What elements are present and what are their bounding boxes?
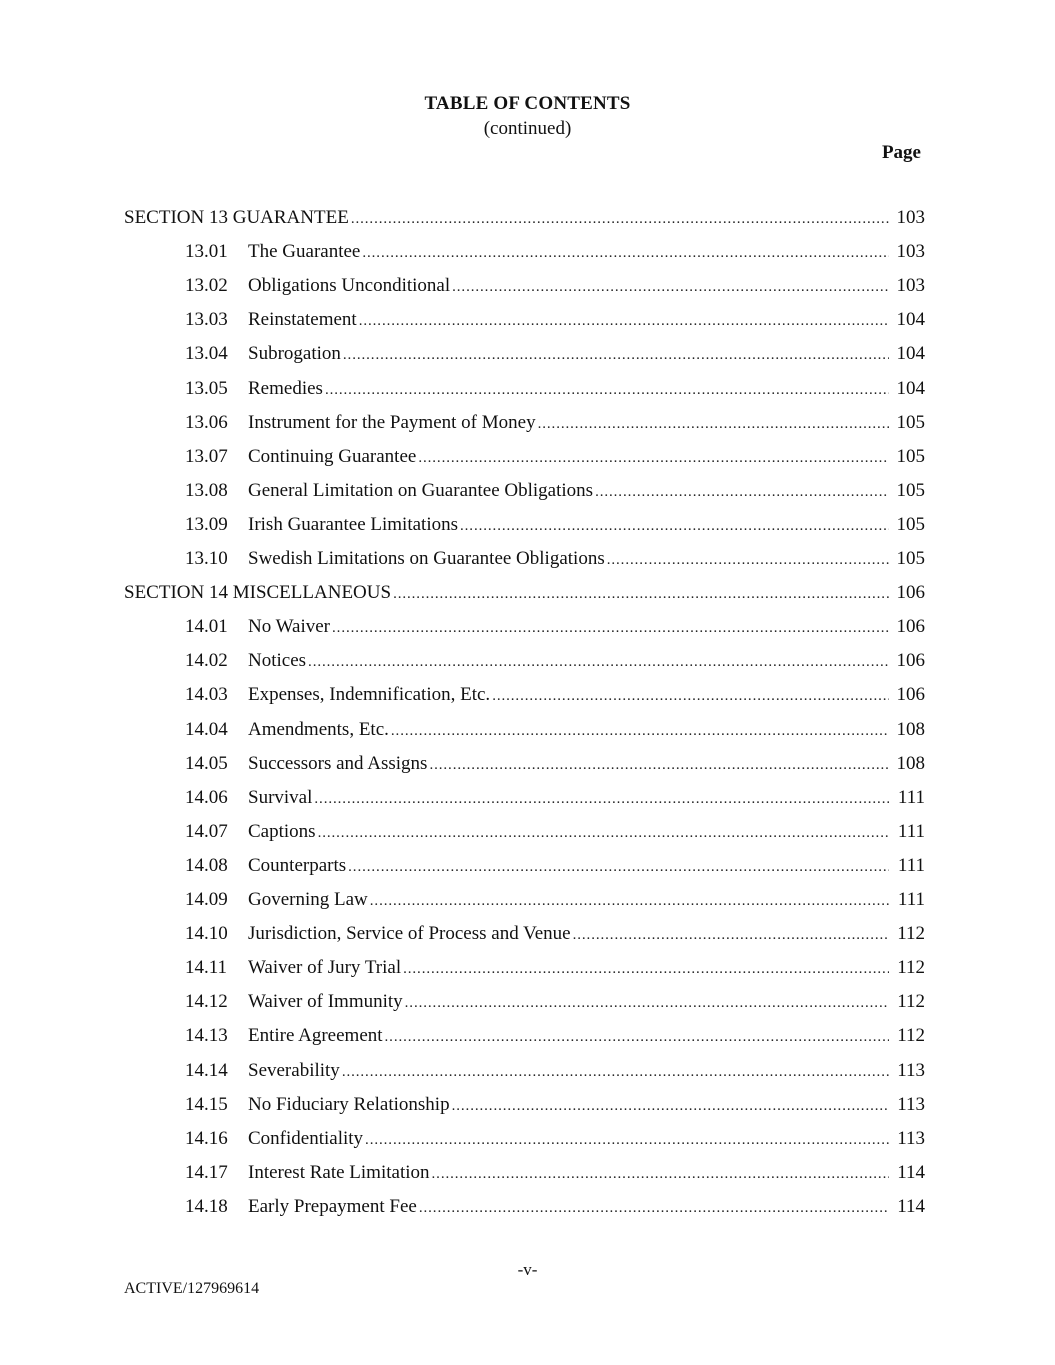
toc-subsection-entry	[185, 273, 925, 299]
toc-subsection-entry	[185, 239, 925, 265]
toc-entry-title: Instrument for the Payment of Money	[248, 411, 536, 433]
toc-entry-page: 105	[896, 479, 925, 501]
toc-entry-page: 113	[897, 1127, 925, 1149]
dot-leader	[393, 581, 889, 607]
toc-entry-number: 14.09	[185, 889, 228, 910]
toc-entry-number: 14.01	[185, 616, 228, 638]
toc-entry-page: 111	[897, 889, 925, 910]
toc-section-entry	[124, 205, 925, 231]
toc-subsection-entry	[185, 478, 925, 504]
toc-entry-number: 14.03	[185, 684, 228, 706]
toc-entry-title: Entire Agreement	[248, 1025, 383, 1047]
toc-entry-page: 105	[896, 548, 925, 569]
toc-subsection-entry	[185, 853, 925, 879]
toc-entry-page: 104	[896, 343, 925, 365]
toc-entry-page: 104	[896, 377, 925, 399]
dot-leader	[351, 206, 889, 232]
toc-entry-page: 112	[897, 923, 925, 945]
toc-entry-title: Irish Guarantee Limitations	[248, 513, 458, 535]
toc-entry-number: 13.08	[185, 479, 228, 501]
toc-subsection-entry	[185, 341, 925, 367]
toc-entry-title: Reinstatement	[248, 309, 357, 331]
toc-entry-number: 14.11	[185, 957, 228, 979]
toc-entry-number: 13.03	[185, 309, 228, 331]
toc-entry-page: 114	[897, 1161, 925, 1183]
toc-entry-number: 14.14	[185, 1059, 228, 1081]
toc-entry-title: Continuing Guarantee	[248, 445, 417, 467]
toc-entry-page: 106	[896, 684, 925, 706]
toc-entry-title: General Limitation on Guarantee Obligations	[248, 479, 594, 501]
toc-entry-number: 14.02	[185, 650, 228, 672]
toc-entry-number: 14.08	[185, 854, 228, 876]
dot-leader	[573, 922, 889, 948]
toc-entry-number: 14.07	[185, 820, 228, 842]
toc-subsection-entry	[185, 682, 925, 708]
toc-entry-title: No Waiver	[248, 616, 331, 638]
toc-entry-page: 105	[896, 411, 925, 433]
toc-entry-title: No Fiduciary Relationship	[248, 1093, 450, 1115]
toc-entry-title: Remedies	[248, 377, 323, 399]
toc-subsection-entry	[185, 819, 925, 845]
toc-entry-title: Survival	[248, 786, 313, 808]
toc-subsection-entry	[185, 307, 925, 333]
toc-entry-page: 113	[897, 1093, 925, 1115]
toc-entry-page: 106	[896, 582, 925, 604]
toc-subsection-entry	[185, 785, 925, 811]
toc-subsection-entry	[185, 1194, 925, 1220]
toc-entry-number: 14.04	[185, 718, 228, 740]
dot-leader	[607, 547, 889, 573]
toc-section-entry	[124, 580, 925, 606]
toc-entry-number: 13.02	[185, 275, 228, 297]
toc-subsection-entry	[185, 444, 925, 470]
page-column-header: Page	[881, 142, 921, 163]
toc-entry-number: 13.05	[185, 377, 228, 399]
toc-subsection-entry	[185, 751, 925, 777]
toc-subsection-entry	[185, 989, 925, 1015]
toc-entry-title: Notices	[248, 650, 307, 672]
toc-entry-number: 14.13	[185, 1025, 228, 1047]
toc-entry-title: Waiver of Jury Trial	[248, 957, 402, 979]
dot-leader	[432, 1161, 889, 1187]
toc-subsection-entry	[185, 614, 925, 640]
dot-leader	[595, 479, 889, 505]
dot-leader	[418, 445, 889, 471]
toc-entry-title: Interest Rate Limitation	[248, 1161, 430, 1183]
dot-leader	[308, 649, 889, 675]
dot-leader	[343, 342, 889, 368]
dot-leader	[460, 513, 889, 539]
toc-entry-number: 14.17	[185, 1161, 228, 1183]
dot-leader	[342, 1059, 889, 1085]
toc-entry-page: 103	[896, 241, 925, 263]
toc-entry-page: 104	[896, 309, 925, 331]
footer-page-number: -v-	[517, 1260, 538, 1279]
toc-subsection-entry	[185, 648, 925, 674]
toc-entry-title: Early Prepayment Fee	[248, 1195, 417, 1217]
toc-entry-number: 13.04	[185, 343, 228, 365]
dot-leader	[359, 308, 889, 334]
dot-leader	[385, 1024, 889, 1050]
toc-subsection-entry	[185, 1160, 925, 1186]
toc-entry-number: 13.09	[185, 513, 228, 535]
toc-subsection-entry	[185, 1092, 925, 1118]
dot-leader	[325, 377, 889, 403]
toc-entry-number: 14.10	[185, 923, 228, 945]
toc-entry-page: 105	[896, 445, 925, 467]
toc-entry-number: 14.12	[185, 991, 228, 1013]
toc-entry-title: Successors and Assigns	[248, 752, 428, 774]
dot-leader	[314, 786, 889, 812]
toc-entry-title: Swedish Limitations on Guarantee Obligations	[248, 548, 605, 569]
toc-entry-title: Amendments, Etc.	[248, 718, 389, 740]
dot-leader	[538, 411, 889, 437]
dot-leader	[429, 752, 889, 778]
dot-leader	[452, 1093, 889, 1119]
toc-entry-title: Expenses, Indemnification, Etc.	[248, 684, 491, 706]
toc-entry-page: 106	[896, 650, 925, 672]
toc-entry-title: Jurisdiction, Service of Process and Venue	[248, 923, 571, 945]
toc-entry-number: 13.06	[185, 411, 228, 433]
toc-subsection-entry	[185, 921, 925, 947]
toc-entry-page: 106	[896, 616, 925, 638]
toc-entry-title: The Guarantee	[248, 241, 361, 263]
dot-leader	[419, 1195, 889, 1221]
toc-entry-page: 113	[897, 1059, 925, 1081]
dot-leader	[403, 956, 889, 982]
toc-entry-title: Captions	[248, 820, 316, 842]
toc-entry-page: 108	[896, 718, 925, 740]
toc-entry-title: Waiver of Immunity	[248, 991, 403, 1013]
toc-subsection-entry	[185, 1126, 925, 1152]
toc-entry-title: Severability	[248, 1059, 340, 1081]
toc-entry-title: SECTION 14 MISCELLANEOUS	[124, 582, 392, 604]
toc-entry-page: 112	[897, 957, 925, 979]
toc-entry-number: 13.01	[185, 241, 228, 263]
toc-subsection-entry	[185, 1023, 925, 1049]
toc-subsection-entry	[185, 955, 925, 981]
toc-subsection-entry	[185, 1058, 925, 1084]
dot-leader	[452, 274, 889, 300]
toc-entry-number: 14.18	[185, 1195, 228, 1217]
toc-subsection-entry	[185, 410, 925, 436]
toc-entry-page: 111	[897, 820, 925, 842]
toc-subsection-entry	[185, 376, 925, 402]
toc-entry-number: 14.05	[185, 752, 228, 774]
dot-leader	[492, 683, 889, 709]
toc-entry-page: 112	[897, 1025, 925, 1047]
toc-entry-page: 114	[897, 1195, 925, 1217]
toc-entry-number: 13.07	[185, 445, 228, 467]
toc-entry-title: Confidentiality	[248, 1127, 364, 1149]
toc-entry-number: 13.10	[185, 548, 228, 569]
toc-entry-page: 103	[896, 275, 925, 297]
dot-leader	[391, 718, 889, 744]
dot-leader	[318, 820, 889, 846]
toc-entry-number: 14.15	[185, 1093, 228, 1115]
toc-entry-number: 14.16	[185, 1127, 228, 1149]
dot-leader	[332, 615, 889, 641]
toc-entry-number: 14.06	[185, 786, 228, 808]
toc-entry-page: 108	[896, 752, 925, 774]
toc-entry-title: Counterparts	[248, 854, 347, 876]
toc-entry-title: Subrogation	[248, 343, 341, 365]
dot-leader	[362, 240, 889, 266]
toc-entry-title: Governing Law	[248, 889, 368, 910]
dot-leader	[348, 854, 889, 880]
toc-entry-page: 103	[896, 207, 925, 228]
toc-entry-page: 105	[896, 513, 925, 535]
toc-entry-title: SECTION 13 GUARANTEE	[124, 207, 349, 228]
document-subtitle: (continued)	[483, 118, 572, 139]
toc-entry-page: 111	[897, 786, 925, 808]
footer-document-id: ACTIVE/127969614	[124, 1280, 260, 1297]
toc-subsection-entry	[185, 717, 925, 743]
toc-entry-title: Obligations Unconditional	[248, 275, 451, 297]
document-title: TABLE OF CONTENTS	[424, 93, 631, 114]
toc-entry-page: 112	[897, 991, 925, 1013]
toc-subsection-entry	[185, 887, 925, 913]
dot-leader	[405, 990, 889, 1016]
dot-leader	[365, 1127, 889, 1153]
toc-subsection-entry	[185, 512, 925, 538]
toc-subsection-entry	[185, 546, 925, 572]
toc-entry-page: 111	[897, 854, 925, 876]
dot-leader	[370, 888, 889, 914]
